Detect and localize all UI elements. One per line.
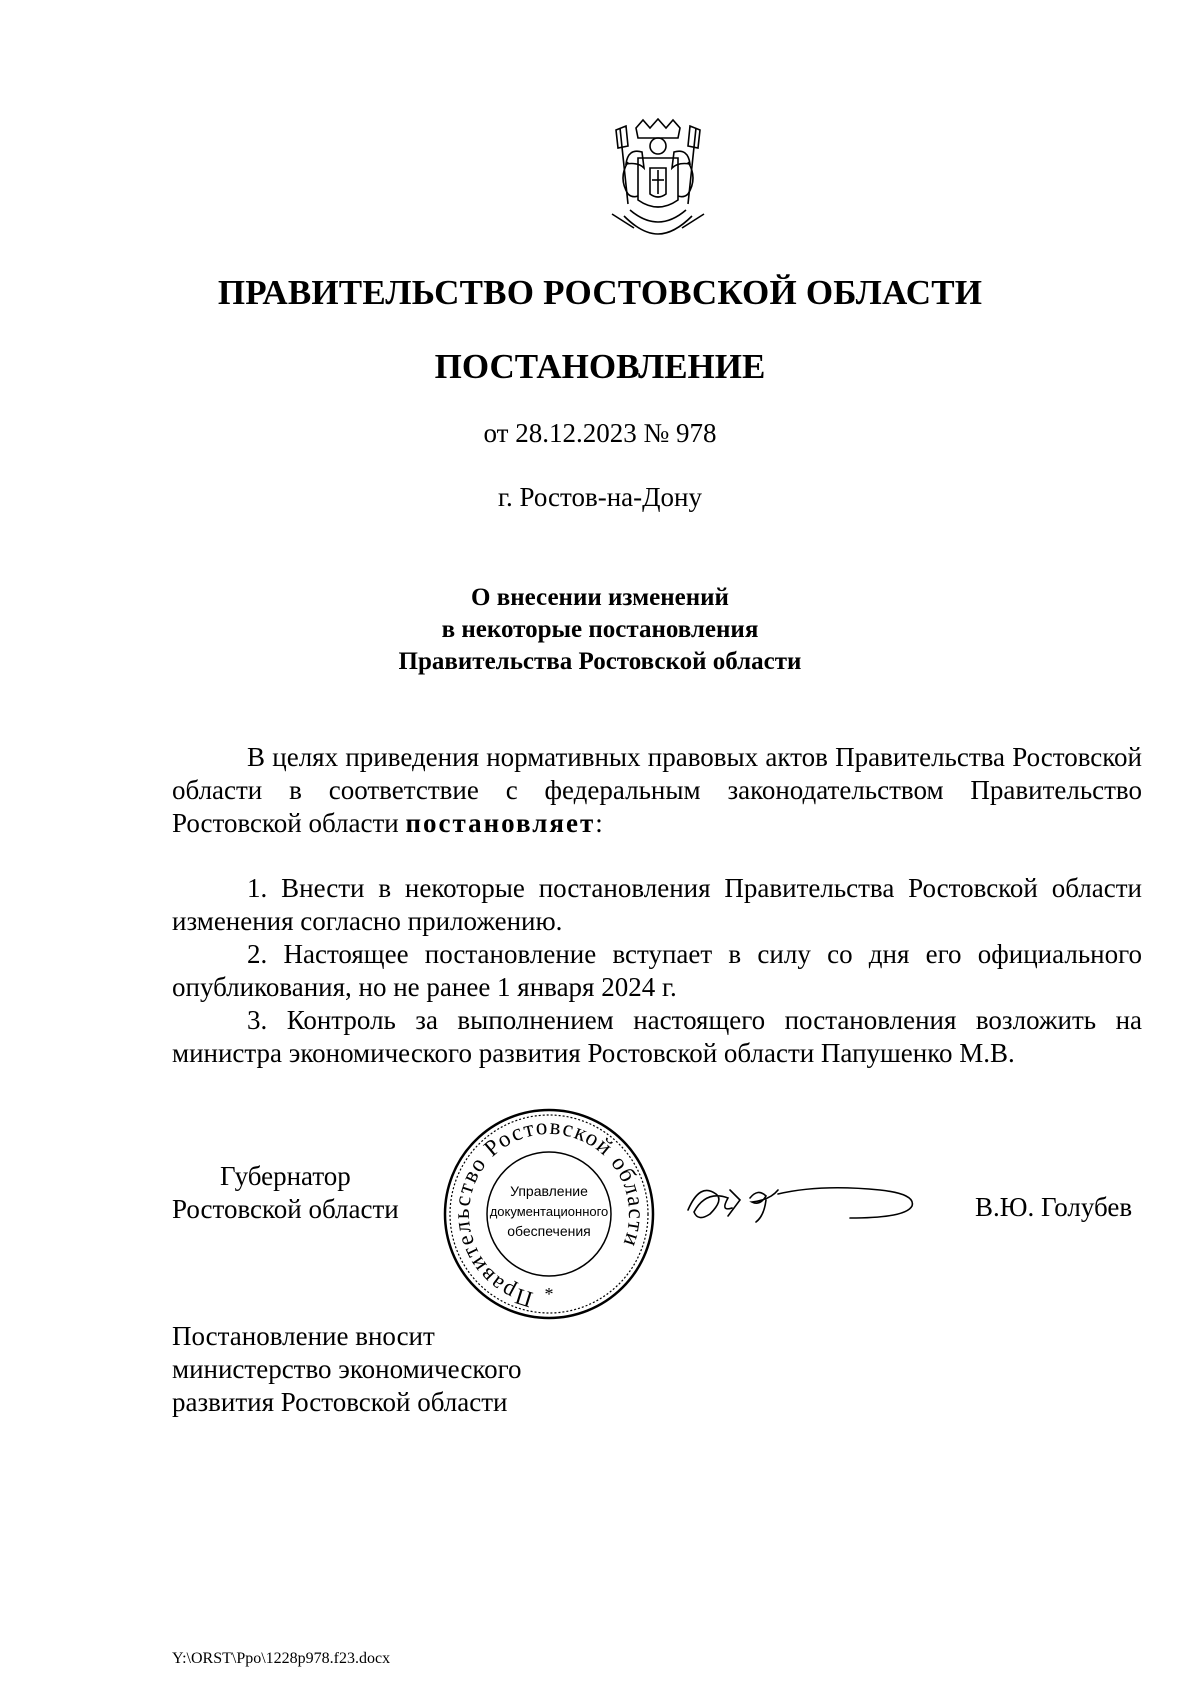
position-line: Губернатор bbox=[220, 1161, 351, 1191]
seal-star: * bbox=[544, 1284, 554, 1304]
resolution-keyword: постановляет bbox=[405, 808, 596, 838]
document-subject bbox=[0, 582, 1200, 678]
official-seal bbox=[438, 1108, 660, 1320]
coat-of-arms-icon bbox=[598, 118, 718, 240]
resolution-item: 1. Внести в некоторые постановления Правительства Ростовской области изменения согласно приложению. bbox=[172, 873, 1142, 936]
document-type: ПОСТАНОВЛЕНИЕ bbox=[434, 347, 766, 386]
handwritten-signature bbox=[680, 1160, 930, 1240]
preamble-paragraph bbox=[172, 741, 1142, 840]
position-line: Ростовской области bbox=[172, 1194, 399, 1224]
resolution-item: 2. Настоящее постановление вступает в силу со дня его официального опубликования, но не ранее 1 января 2024 г. bbox=[172, 939, 1142, 1002]
introducer-note bbox=[172, 1320, 592, 1419]
preamble bbox=[172, 741, 1142, 840]
document-city: г. Ростов-на-Дону bbox=[497, 482, 702, 512]
subject-line: в некоторые постановления bbox=[441, 616, 759, 643]
subject-line: Правительства Ростовской области bbox=[398, 648, 802, 675]
signer-name: В.Ю. Голубев bbox=[975, 1192, 1133, 1222]
seal-inner-line: документационного bbox=[489, 1204, 609, 1219]
preamble-suffix: : bbox=[595, 808, 603, 838]
file-path: Y:\ORST\Ppo\1228p978.f23.docx bbox=[172, 1650, 391, 1667]
signer-position bbox=[172, 1160, 432, 1226]
resolution-item: 3. Контроль за выполнением настоящего постановления возложить на министра экономического развития Ростовской области Папушенко М.В. bbox=[172, 1005, 1142, 1068]
seal-inner-line: обеспечения bbox=[507, 1223, 591, 1239]
subject-line: О внесении изменений bbox=[471, 584, 729, 611]
resolution-items bbox=[172, 872, 1142, 1070]
document-date-number: от 28.12.2023 № 978 bbox=[483, 418, 717, 448]
seal-ring-text: Правительство Ростовской области bbox=[448, 1113, 650, 1313]
preamble-text: В целях приведения нормативных правовых актов Правительства Ростовской области в соответствие с федеральным законодательством Правительство Ростовской области bbox=[172, 742, 1142, 838]
organization-title: ПРАВИТЕЛЬСТВО РОСТОВСКОЙ ОБЛАСТИ bbox=[217, 273, 983, 312]
introducer-line: министерство экономического bbox=[172, 1354, 522, 1384]
introducer-line: развития Ростовской области bbox=[172, 1387, 508, 1417]
seal-inner-line: Управление bbox=[510, 1183, 588, 1199]
introducer-line: Постановление вносит bbox=[172, 1321, 435, 1351]
